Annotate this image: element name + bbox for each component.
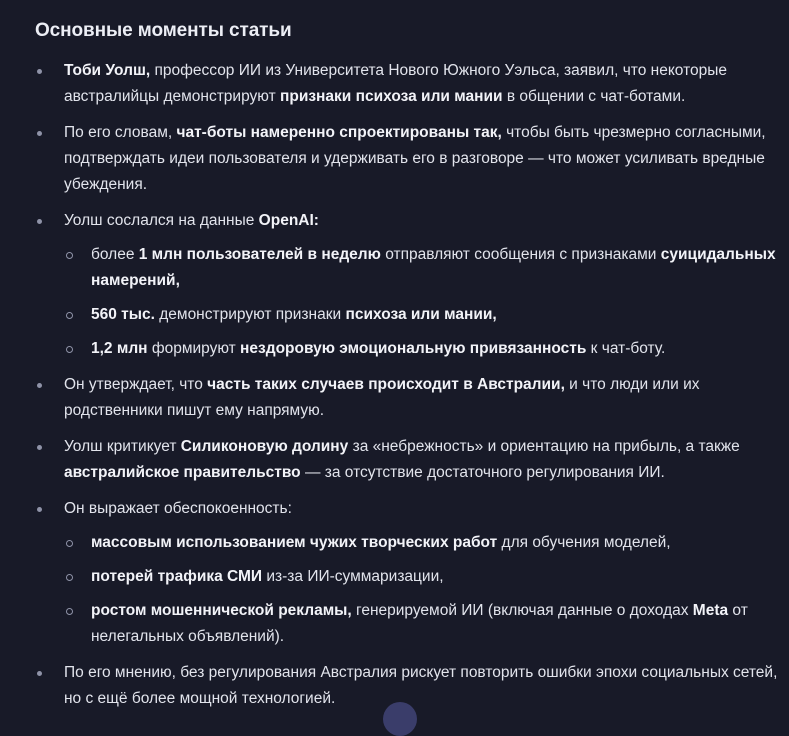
article-summary <box>35 0 780 722</box>
sub-list-item-text <box>91 336 780 362</box>
list-item-text <box>64 58 780 110</box>
text: формируют <box>147 340 241 357</box>
circle-bullet-icon <box>66 540 73 547</box>
list-item <box>35 120 780 198</box>
bold-text: признаки психоза или мании <box>279 88 503 105</box>
bold-text: часть таких случаев происходит в Австралии, <box>207 376 565 393</box>
text: в общении с чат-ботами. <box>502 88 686 105</box>
text: По его словам, <box>64 124 177 141</box>
text: Он утверждает, что <box>64 376 208 393</box>
sub-list-item <box>64 598 780 650</box>
sub-list-item <box>64 530 780 556</box>
bold-text: Meta <box>692 602 729 619</box>
bullet-icon <box>37 383 42 388</box>
bold-text: OpenAI: <box>258 212 319 229</box>
sub-list-item <box>64 336 780 362</box>
highlights-list <box>35 58 780 712</box>
list-item-text <box>64 434 780 486</box>
bullet-icon <box>37 69 42 74</box>
list-item <box>35 208 780 362</box>
bold-text: чат-боты намеренно спроектированы так, <box>176 124 502 141</box>
text: демонстрируют признаки <box>154 306 346 323</box>
bullet-icon <box>37 671 42 676</box>
list-item <box>35 496 780 650</box>
sub-list-item-text <box>91 564 780 590</box>
text: профессор ИИ из Университета Нового Южного Уэльса, заявил, что некоторые австралийцы демонстрируют <box>64 62 727 105</box>
list-item-text <box>64 496 780 522</box>
bold-text: Тоби Уолш, <box>64 62 151 79</box>
list-item <box>35 434 780 486</box>
circle-bullet-icon <box>66 574 73 581</box>
list-item-text <box>64 660 780 712</box>
bold-text: суицидальных намерений, <box>91 246 776 289</box>
bold-text: австралийское правительство <box>64 464 301 481</box>
bullet-icon <box>37 445 42 450</box>
circle-bullet-icon <box>66 252 73 259</box>
bold-text: 560 тыс. <box>91 306 155 323</box>
sub-list-item <box>64 564 780 590</box>
bold-text: 1 млн пользователей в неделю <box>138 246 381 263</box>
sub-list <box>64 242 780 362</box>
text: чтобы быть чрезмерно согласными, подтверждать идеи пользователя и удерживать его в разговоре — что может усиливать вредные убеждения. <box>64 124 766 193</box>
bold-text: потерей трафика СМИ <box>91 568 263 585</box>
text: более <box>91 246 139 263</box>
text: от нелегальных объявлений). <box>91 602 748 645</box>
bullet-icon <box>37 219 42 224</box>
text: отправляют сообщения с признаками <box>380 246 661 263</box>
sub-list-item-text <box>91 530 780 556</box>
sub-list-item <box>64 242 780 294</box>
bold-text: психоза или мании, <box>345 306 497 323</box>
bold-text: массовым использованием чужих творческих работ <box>91 534 498 551</box>
scroll-to-bottom-button[interactable] <box>383 702 417 736</box>
sub-list-item <box>64 302 780 328</box>
text: — за отсутствие достаточного регулирования ИИ. <box>300 464 665 481</box>
list-item <box>35 58 780 110</box>
text: Уолш критикует <box>64 438 181 455</box>
circle-bullet-icon <box>66 312 73 319</box>
text: к чат-боту. <box>586 340 666 357</box>
text: По его мнению, без регулирования Австралия рискует повторить ошибки эпохи социальных сетей, но с ещё более мощной технологией. <box>64 664 778 707</box>
text: за «небрежность» и ориентацию на прибыль, а также <box>348 438 740 455</box>
bold-text: 1,2 млн <box>91 340 148 357</box>
text: Уолш сослался на данные <box>64 212 259 229</box>
text: генерируемой ИИ (включая данные о доходах <box>351 602 693 619</box>
list-item-text <box>64 120 780 198</box>
bullet-icon <box>37 507 42 512</box>
bold-text: Силиконовую долину <box>180 438 349 455</box>
bold-text: нездоровую эмоциональную привязанность <box>240 340 587 357</box>
text: и что люди или их родственники пишут ему напрямую. <box>64 376 700 419</box>
list-item <box>35 372 780 424</box>
text: Он выражает обеспокоенность: <box>64 500 292 517</box>
text: для обучения моделей, <box>497 534 671 551</box>
text: из-за ИИ-суммаризации, <box>262 568 444 585</box>
bold-text: ростом мошеннической рекламы, <box>91 602 352 619</box>
list-item-text <box>64 208 780 234</box>
sub-list-item-text <box>91 598 780 650</box>
list-item-text <box>64 372 780 424</box>
sub-list <box>64 530 780 650</box>
bullet-icon <box>37 131 42 136</box>
sub-list-item-text <box>91 302 780 328</box>
sub-list-item-text <box>91 242 780 294</box>
circle-bullet-icon <box>66 608 73 615</box>
section-heading: Основные моменты статьи <box>35 20 292 41</box>
circle-bullet-icon <box>66 346 73 353</box>
